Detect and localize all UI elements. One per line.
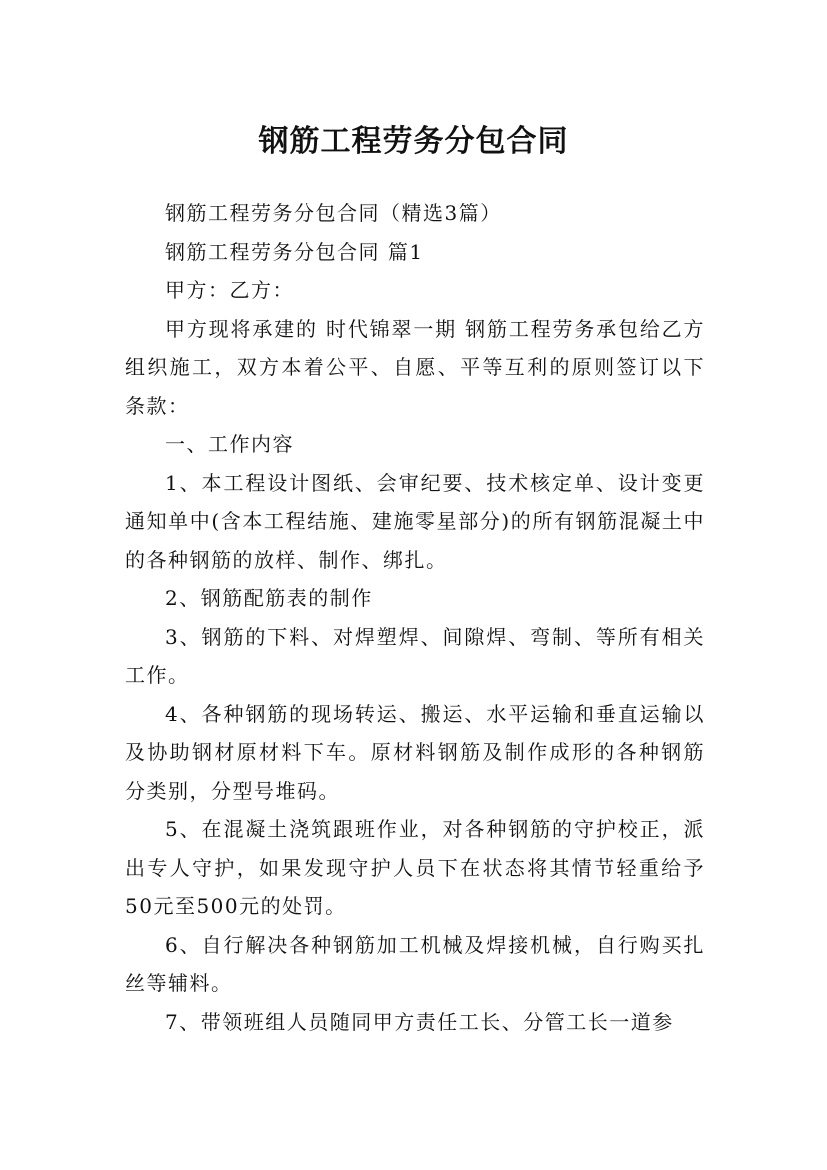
paragraph-item-1: 1、本工程设计图纸、会审纪要、技术核定单、设计变更通知单中(含本工程结施、建施零星部分)的所有钢筋混凝土中的各种钢筋的放样、制作、绑扎。 — [125, 470, 705, 572]
paragraph-item-5: 5、在混凝土浇筑跟班作业，对各种钢筋的守护校正，派出专人守护，如果发现守护人员下在状态将其情节轻重给予50元至500元的处罚。 — [125, 817, 705, 918]
paragraph-article-title: 钢筋工程劳务分包合同 篇1 — [165, 239, 424, 264]
paragraph-item-4: 4、各种钢筋的现场转运、搬运、水平运输和垂直运输以及协助钢材原材料下车。原材料钢筋及制作成形的各种钢筋分类别，分型号堆码。 — [125, 701, 705, 803]
paragraph-section-heading: 一、工作内容 — [165, 432, 294, 456]
document-body — [125, 194, 705, 1041]
paragraph-parties: 甲方：乙方： — [165, 278, 294, 302]
paragraph-heading-selected: 钢筋工程劳务分包合同（精选3篇） — [165, 201, 502, 225]
paragraph-item-2: 2、钢筋配筋表的制作 — [165, 586, 373, 610]
document-title: 钢筋工程劳务分包合同 — [258, 124, 569, 160]
paragraph-item-6: 6、自行解决各种钢筋加工机械及焊接机械，自行购买扎丝等辅料。 — [125, 932, 705, 995]
paragraph-intro: 甲方现将承建的 时代锦翠一期 钢筋工程劳务承包给乙方组织施工，双方本着公平、自愿、平等互利的原则签订以下条款： — [125, 316, 705, 418]
paragraph-item-7: 7、带领班组人员随同甲方责任工长、分管工长一道参 — [165, 1009, 674, 1034]
paragraph-item-3: 3、钢筋的下料、对焊塑焊、间隙焊、弯制、等所有相关工作。 — [125, 624, 705, 687]
